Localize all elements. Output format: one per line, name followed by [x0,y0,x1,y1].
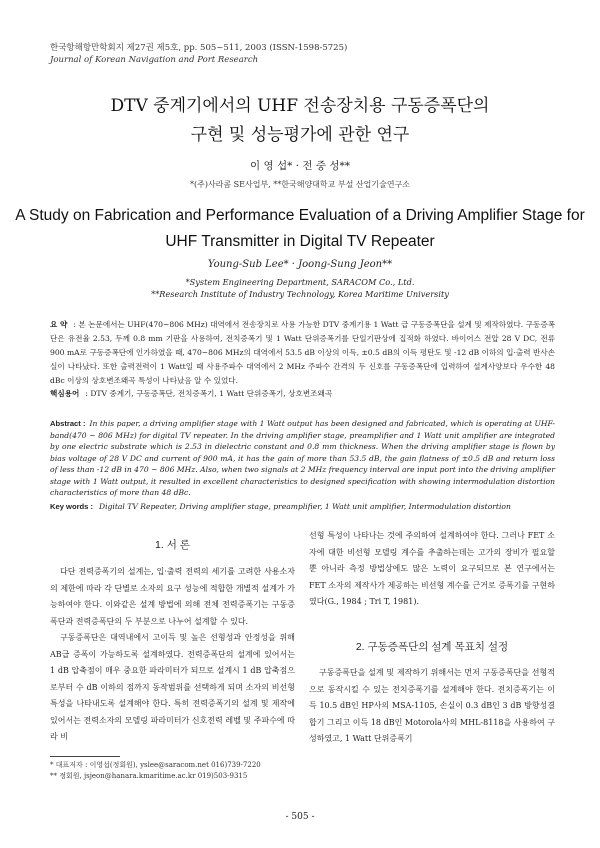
english-title-line1: A Study on Fabrication and Performance Evaluation of a Driving Amplifier Stage for [15,207,585,224]
section1-paragraph-1: 다단 전력증폭기의 설계는, 입·출력 전력의 세기를 고려한 사용소자의 제한에 따라 각 단별로 소자의 요구 성능에 적합한 개별적 설계가 가능하여야 한다. 이와같은 설계 방법에 의해 전체 전력증폭기는 구동증폭단과 전력증폭단의 두 부분으로 나누어 설계할 수 있다. [50,567,295,626]
english-title-line2: UHF Transmitter in Digital TV Repeater [165,233,435,250]
english-affiliation [0,276,600,300]
korean-title [0,92,600,150]
keywords-korean-text: : DTV 중계기, 구동증폭단, 전치증폭기, 1 Watt 단위증폭기, 상호변조왜곡 [85,389,333,398]
korean-affiliation: *(주)사라콤 SE사업부, **한국해양대학교 부설 산업기술연구소 [189,180,411,189]
journal-header-line2: Journal of Korean Navigation and Port Research [50,55,259,65]
section1-right-column [309,528,555,611]
page-number: - 505 - [285,812,315,822]
keywords-korean-label: 핵심용어 [50,389,80,398]
footnote-line2: ** 정회원, jsjeon@hanara.kmaritime.ac.kr 019)503-9315 [50,772,248,780]
english-affiliation-line2: **Research Institute of Industry Technology, Korea Maritime University [151,289,449,299]
section1-heading: 1. 서 론 [155,539,190,551]
english-title [0,203,600,255]
abstract-english [50,418,555,499]
abstract-english-text: In this paper, a driving amplifier stage with 1 Watt output has been designed and fabricated, which is operating at UHF-band(470 ~ 806 MHz) for digital TV repeater. In the driving amplifier stage, preamplifier and 1 Watt unit amplifier are integrated by one electric substrate which is 2.53 in dielectric constant and 0.8 mm thickness. When the driving amplifier stage is flown by bias voltage of 28 V DC and current of 900 mA, it has the gain of more than 53.5 dB, the gain flatness of ±0.5 dB and return loss of less than -12 dB in 470 ~ 806 MHz. Also, when two signals at 2 MHz frequency interval are input port into the driving amplifier stage with 1 Watt output, it resulted in excellent characteristics to designed specification with showing intermodulation distortion characteristics of more than 48 dBc. [50,419,555,497]
abstract-korean-label: 요 약 [50,320,68,329]
keywords-english-text: Digital TV Repeater, Driving amplifier stage, preamplifier, 1 Watt unit amplifier, Intermodulation distortion [99,502,511,511]
keywords-english [50,502,555,511]
korean-title-line2: 구현 및 성능평가에 관한 연구 [190,125,410,145]
journal-header-line1: 한국항해항만학회지 제27권 제5호, pp. 505~511, 2003 (ISSN-1598-5725) [50,43,348,53]
footnote-rule [50,756,120,757]
journal-header [50,42,347,66]
abstract-english-label: Abstract : [50,419,86,428]
keywords-korean [50,388,555,399]
footnotes [50,760,261,782]
footnote-line1: * 대표저자 : 이영섭(정회원), yslee@saracom.net 016)739-7220 [50,761,261,769]
english-affiliation-line1: *System Engineering Department, SARACOM Co., Ltd. [185,277,415,287]
abstract-korean-text: : 본 논문에서는 UHF(470~806 MHz) 대역에서 전송장치로 사용 가능한 DTV 중계기용 1 Watt 급 구동증폭단을 설계 및 제작하였다. 구동증폭단은 유전율 2.53, 두께 0.8 mm 기판을 사용하여, 전치증폭기 및 1 Watt 단위증폭기를 단일기판상에 집적화 하였다. 바이어스 전압 28 V DC, 전류 900 mA로 구동증폭단에 인가하였을 때, 470~806 MHz의 대역에서 53.5 dB 이상의 이득, ±0.5 dB의 이득 평탄도 및 -12 dB 이하의 입·출력 반사손실이 나타났다. 또한 출력전력이 1 Watt일 때 사용주파수 대역에서 2 MHz 주파수 간격의 두 신호를 구동증폭단에 입력하여 설계사양보다 우수한 48 dBc 이상의 상호변조왜곡 특성이 나타났음 알 수 있었다. [50,320,555,385]
section2-column [309,665,555,748]
abstract-korean [50,318,555,388]
section1-paragraph-2: 구동증폭단은 대역내에서 고이득 및 높은 선형성과 안정성을 위해 AB급 증폭이 가능하도록 설계하였다. 전력증폭단의 설계에 있어서는 1 dB 압축점이 매우 중요한 파라미터가 되므로 설계시 1 dB 압축점으로부터 수 dB 이하의 점까지 동작범위를 선택하게 되며 소자의 비선형 특성을 나타내도록 설계해야 한다. 특히 전력증폭기의 설계 및 제작에 있어서는 전력소자의 모델링 파라미터가 신호전력 레벨 및 주파수에 따라 비 [50,633,295,741]
korean-authors: 이 영 섭* · 전 중 성** [250,160,350,172]
section1-left-column [50,564,295,746]
english-authors: Young-Sub Lee* · Joong-Sung Jeon** [207,259,393,270]
keywords-english-label: Key words : [50,502,94,511]
korean-title-line1: DTV 중계기에서의 UHF 전송장치용 구동증폭단의 [110,96,490,116]
section1-continuation: 선형 특성이 나타나는 것에 주의하여 설계하여야 한다. 그러나 FET 소자에 대한 비선형 모델링 계수를 추출하는데는 고가의 장비가 필요할 뿐 아니라 측정 방법상에도 많은 노력이 요구되므로 본 연구에서는 FET 소자의 제작사가 제공하는 비선형 계수를 근거로 증폭기를 구현하였다(G., 1984 ; Tri T, 1981). [309,531,555,606]
section2-paragraph-1: 구동증폭단을 설계 및 제작하기 위해서는 먼저 구동증폭단을 선형적으로 동작시킬 수 있는 전치증폭기를 설계해야 한다. 전치증폭기는 이득 10.5 dB인 HP사의 MSA-1105, 손실이 0.3 dB인 3 dB 방향성결합기 그리고 이득 18 dB인 Motorola사의 MHL-8118을 사용하여 구성하였고, 1 Watt 단위증폭기 [309,668,555,743]
section2-heading: 2. 구동증폭단의 설계 목표치 설정 [355,641,509,653]
